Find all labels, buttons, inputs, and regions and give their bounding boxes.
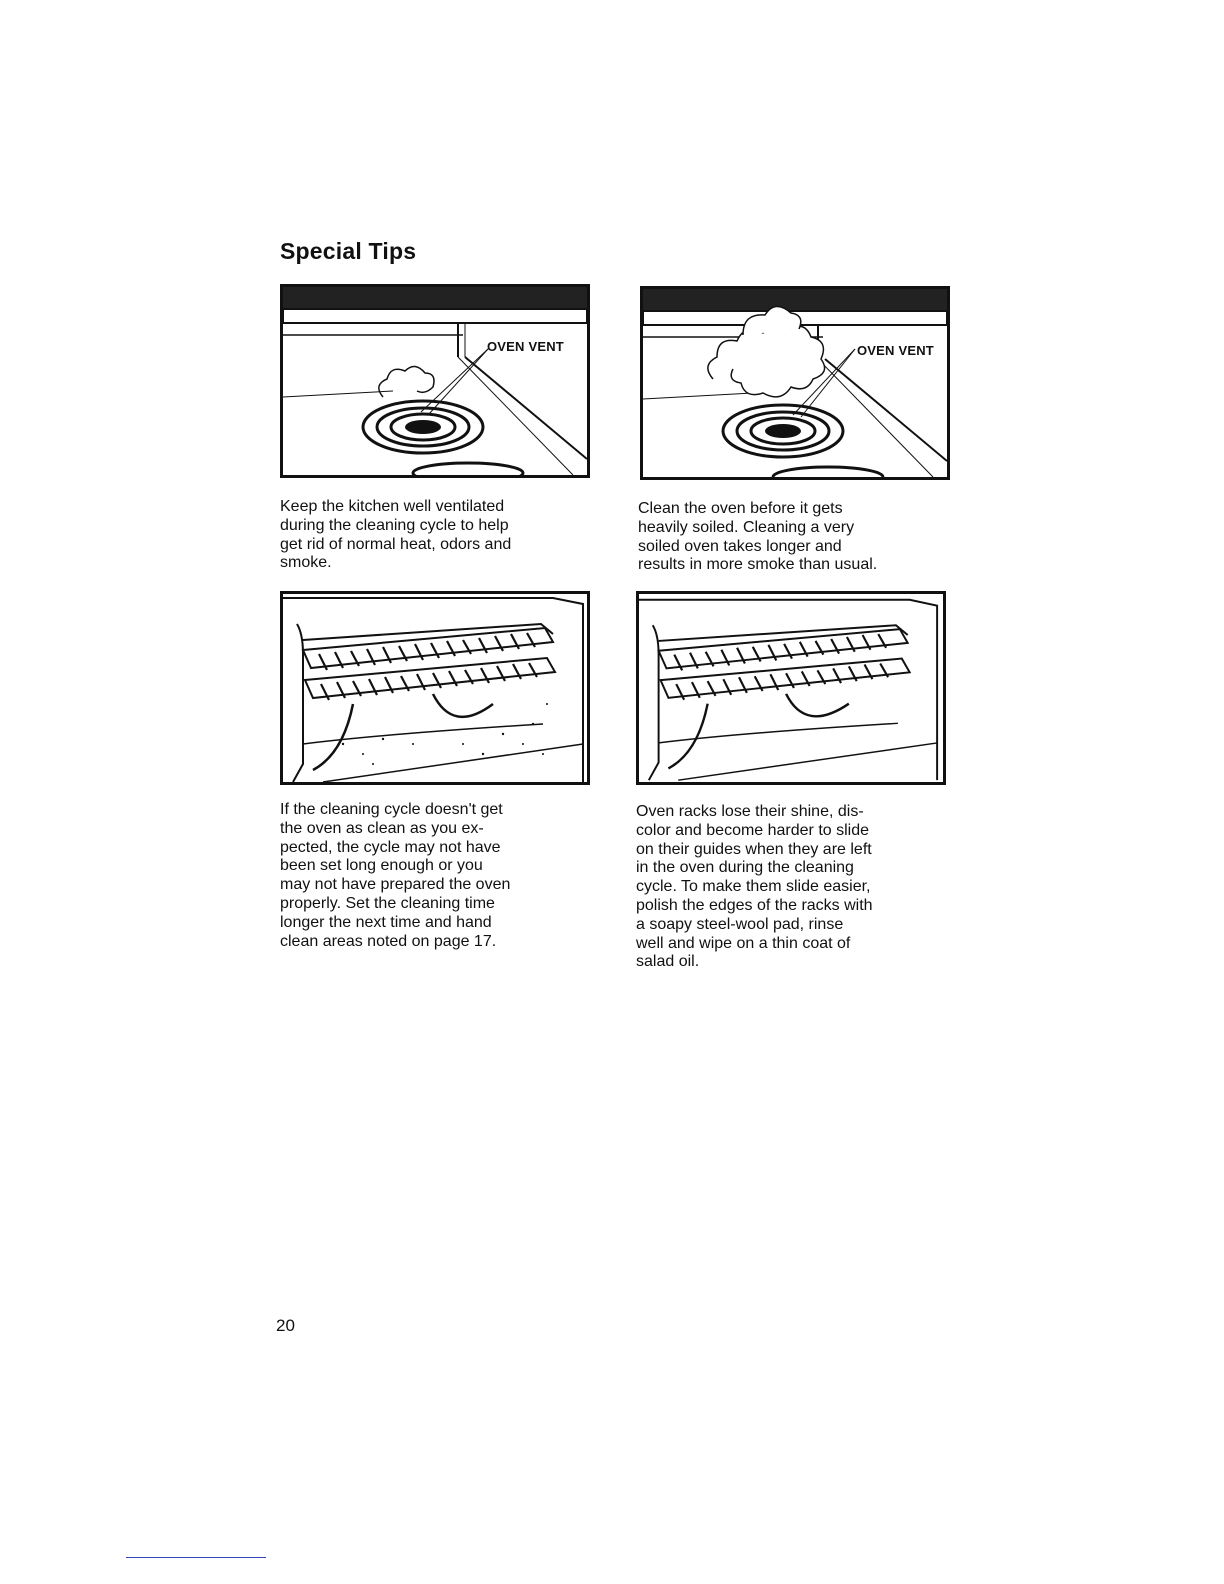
- tip-cleaning-time-text: If the cleaning cycle doesn't get the oven as clean as you ex- pected, the cycle may not have been set long enough or you may not have prepared the oven properly. Set the cleaning time longer the next time and hand clean areas noted on page 17.: [280, 801, 511, 950]
- oven-vent-label: OVEN VENT: [857, 343, 934, 358]
- illustration-clean-oven-racks: [636, 591, 946, 785]
- tip-ventilation-text: Keep the kitchen well ventilated during the cleaning cycle to help get rid of normal heat, odors and smoke.: [280, 498, 512, 572]
- cooktop-heavy-smoke-drawing: [643, 289, 947, 477]
- tip-oven-racks-text: Oven racks lose their shine, dis- color and become harder to slide on their guides when they are left in the oven during the cleaning cycle. To make them slide easier, polish the edges of the racks with a soapy steel-wool pad, rinse well and wipe on a thin coat of salad oil.: [636, 803, 873, 971]
- footer-rule: [126, 1557, 266, 1558]
- oven-vent-label: OVEN VENT: [487, 339, 564, 354]
- illustration-soiled-oven-racks: [280, 591, 590, 785]
- illustration-oven-vent-light-smoke: [280, 284, 590, 478]
- cooktop-light-smoke-drawing: [283, 287, 587, 475]
- illustration-oven-vent-heavy-smoke: [640, 286, 950, 480]
- tip-clean-before-soiled-text: Clean the oven before it gets heavily soiled. Cleaning a very soiled oven takes longer and results in more smoke than usual.: [638, 500, 878, 574]
- clean-oven-interior-drawing: [639, 594, 943, 782]
- page-number: 20: [276, 1316, 295, 1335]
- page-title: Special Tips: [280, 238, 417, 264]
- soiled-oven-interior-drawing: [283, 594, 587, 782]
